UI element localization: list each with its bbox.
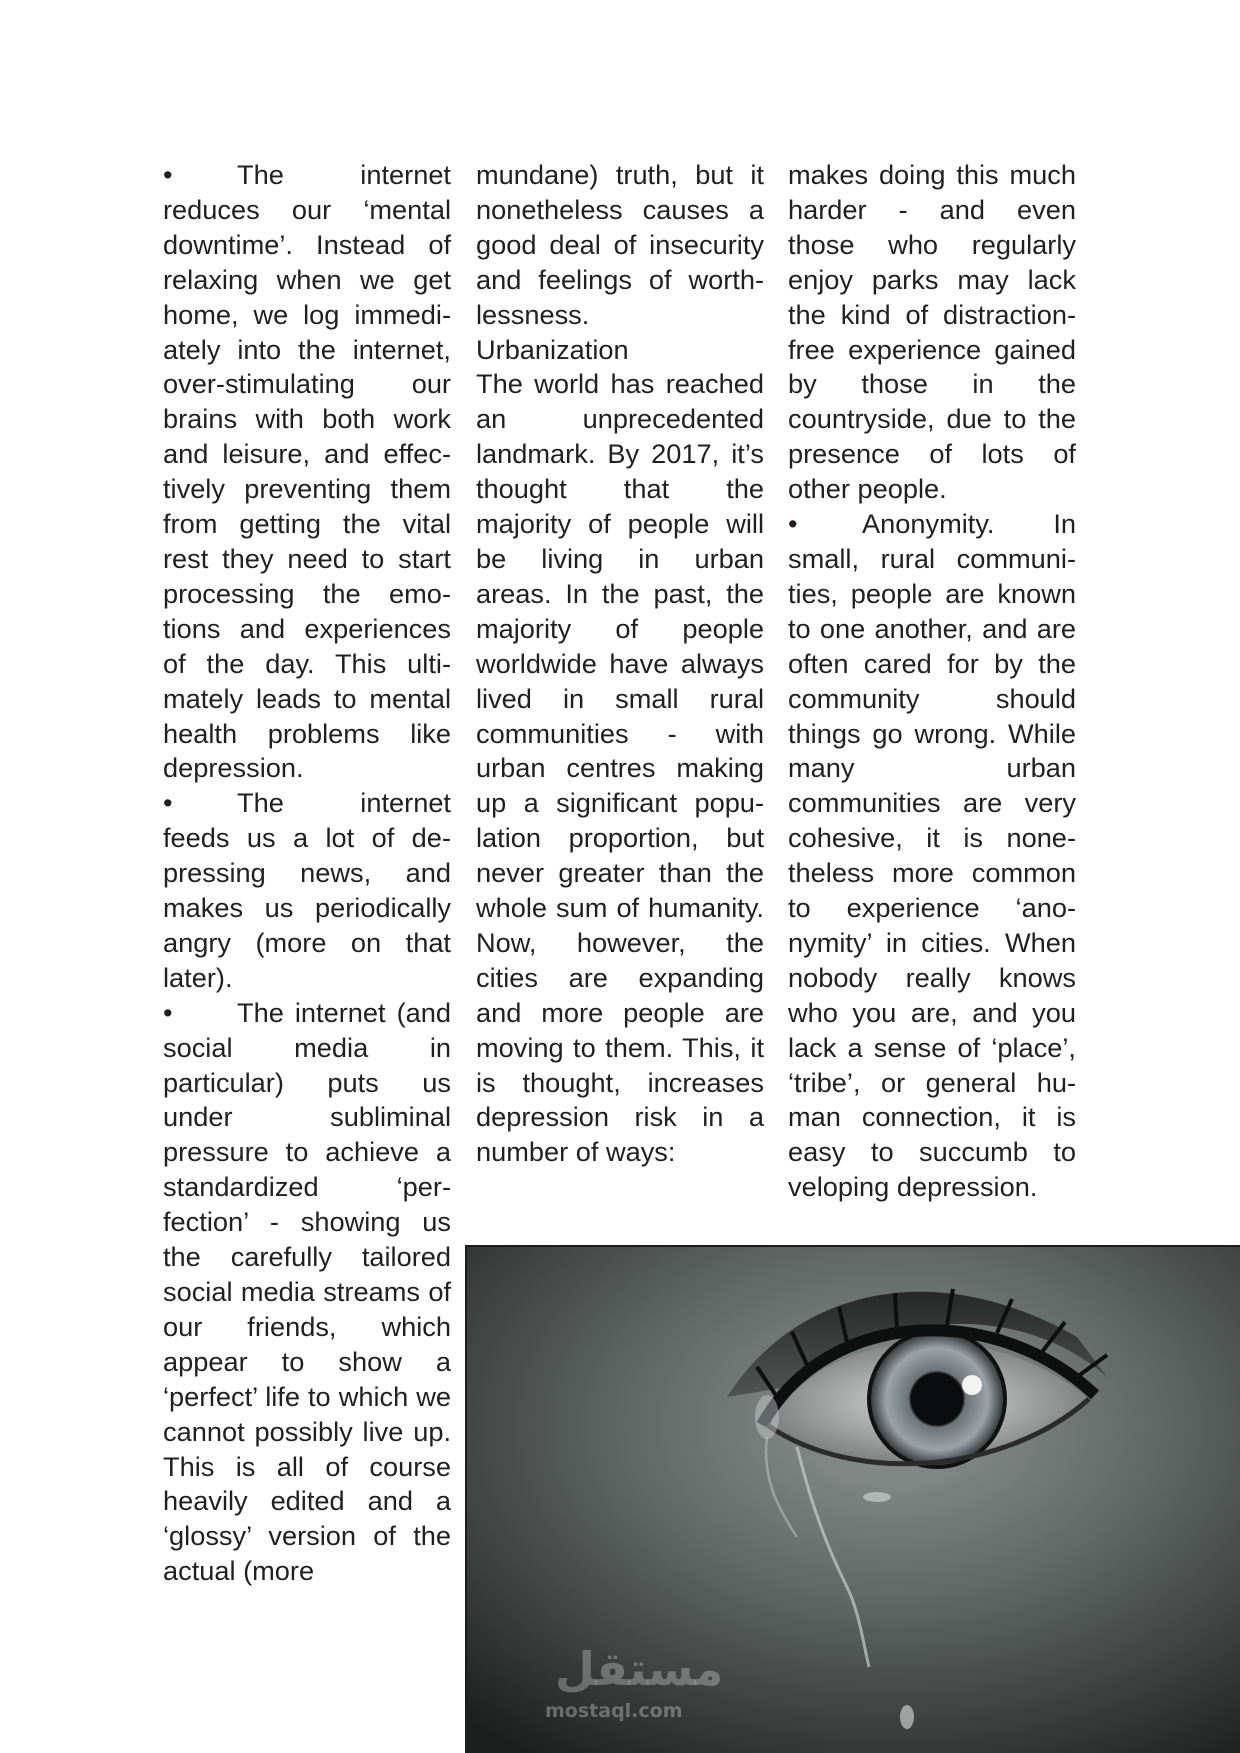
text-column-2 [476,158,764,1170]
crying-eye-illustration [467,1247,1240,1753]
text-column-1 [163,158,451,1589]
bullet-paragraph-mental-downtime: • The internet reduces our ‘mental downtime’. Instead of relaxing when we get home, we log immediately into the internet, over-stimulating our brains with both work and leisure, and effectively preventing them from getting the vital rest they need to start processing the emotions and experiences of the day. This ultimately leads to mental health problems like depression. [163,158,451,786]
bullet-paragraph-depressing-news: • The internet feeds us a lot of depressing news, and makes us periodically angry (more on that later). [163,786,451,995]
bullet-paragraph-social-media-pressure: • The internet (and social media in particular) puts us under subliminal pressure to achieve a standardized ‘perfection’ - showing us the carefully tailored social media streams of our friends, which appear to show a ‘perfect’ life to which we cannot possibly live up. This is all of course heavily edited and a ‘glossy’ version of the actual (more [163,996,451,1589]
crying-eye-photo [465,1245,1240,1753]
section-heading-urbanization: Urbanization [476,333,629,365]
text-column-3 [788,158,1076,1205]
continued-paragraph-parks: makes doing this much harder - and even those who regularly enjoy parks may lack the kind of distraction-free experience gained by those in the countryside, due to the presence of lots of other people. [788,159,1076,505]
bullet-paragraph-anonymity: • Anonymity. In small, rural communities, people are known to one another, and are often cared for by the community should things go wrong. While many urban communities are very cohesive, it is nonetheless more common to experience ‘anonymity’ in cities. When nobody really knows who you are, and you lack a sense of ‘place’, ‘tribe’, or general human connection, it is easy to succumb to veloping depression. [788,507,1076,1205]
continued-paragraph: mundane) truth, but it nonetheless causes a good deal of insecurity and feelings of worthlessness. [476,159,764,330]
watermark-latin: mostaql.com [545,1700,683,1722]
urbanization-paragraph: The world has reached an unprecedented landmark. By 2017, it’s thought that the majority of people will be living in urban areas. In the past, the majority of people worldwide have always lived in small rural communities - with urban centres making up a significant population proportion, but never greater than the whole sum of humanity. Now, however, the cities are expanding and more people are moving to them. This, it is thought, increases depression risk in a number of ways: [476,368,764,1168]
watermark-arabic: مستقل [555,1642,724,1696]
